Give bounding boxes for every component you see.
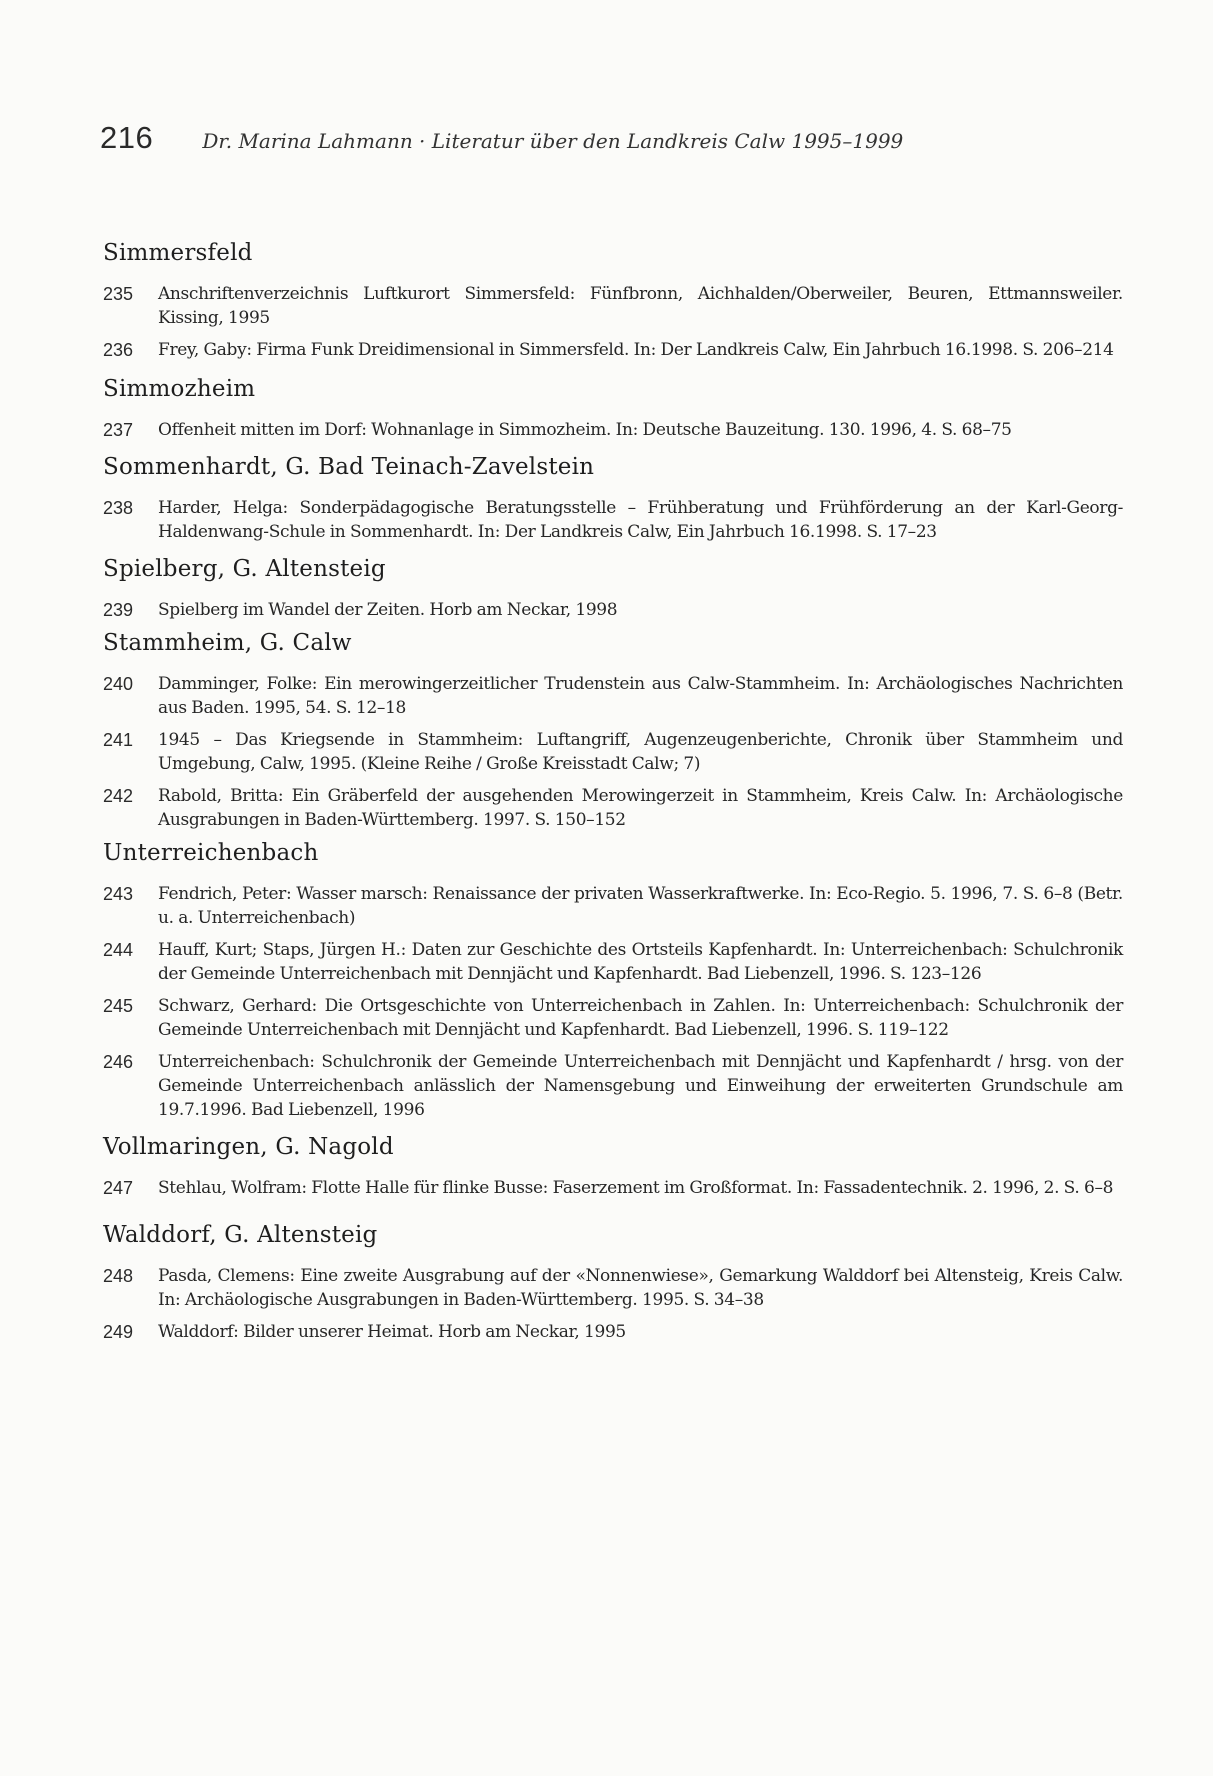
bibliography-entry: [103, 1176, 1123, 1200]
section-heading: Unterreichenbach: [103, 840, 319, 866]
bibliography-entry: [103, 784, 1123, 832]
section-heading: Simmersfeld: [103, 240, 253, 266]
entry-number: 249: [103, 1322, 134, 1342]
bibliography-entry: [103, 882, 1123, 930]
bibliography-entry: [103, 728, 1123, 776]
entry-number: 246: [103, 1052, 134, 1072]
entry-number: 244: [103, 940, 134, 960]
entry-text: Schwarz, Gerhard: Die Ortsgeschichte von Unterreichenbach in Zahlen. In: Unterreichenbach: Schulchronik der Gemeinde Unterreichenbach mit Dennjächt und Kapfenhardt. Bad Liebenzell, 1996. S. 119–122: [158, 996, 1123, 1040]
bibliography-entry: [103, 338, 1123, 362]
bibliography-entry: [103, 1320, 1123, 1344]
entry-number: 239: [103, 600, 134, 620]
section: [103, 1222, 1123, 1344]
entry-text: Stehlau, Wolfram: Flotte Halle für flinke Busse: Faserzement im Großformat. In: Fassadentechnik. 2. 1996, 2. S. 6–8: [158, 1178, 1114, 1198]
bibliography-list: [103, 240, 1123, 1352]
bibliography-entry: [103, 1264, 1123, 1312]
section-heading: Walddorf, G. Altensteig: [103, 1222, 378, 1248]
entry-number: 248: [103, 1266, 134, 1286]
section: [103, 840, 1123, 1122]
page-number: 216: [100, 120, 154, 155]
bibliography-entry: [103, 994, 1123, 1042]
section: [103, 240, 1123, 362]
section: [103, 376, 1123, 442]
entry-number: 242: [103, 786, 134, 806]
bibliography-entry: [103, 938, 1123, 986]
entry-text: Pasda, Clemens: Eine zweite Ausgrabung auf der «Nonnenwiese», Gemarkung Walddorf bei Altensteig, Kreis Calw. In: Archäologische Ausgrabungen in Baden-Württemberg. 1995. S. 34–38: [158, 1266, 1123, 1310]
bibliography-entry: [103, 282, 1123, 330]
section-heading: Sommenhardt, G. Bad Teinach-Zavelstein: [103, 454, 595, 480]
entry-text: Hauff, Kurt; Staps, Jürgen H.: Daten zur Geschichte des Ortsteils Kapfenhardt. In: Unterreichenbach: Schulchronik der Gemeinde Unterreichenbach mit Dennjächt und Kapfenhardt. Bad Liebenzell, 1996. S. 123–126: [158, 940, 1123, 984]
entry-number: 245: [103, 996, 134, 1016]
entry-text: Walddorf: Bilder unserer Heimat. Horb am Neckar, 1995: [158, 1322, 626, 1342]
entry-text: 1945 – Das Kriegsende in Stammheim: Luftangriff, Augenzeugenberichte, Chronik über Stammheim und Umgebung, Calw, 1995. (Kleine Reihe / Große Kreisstadt Calw; 7): [158, 730, 1123, 774]
entry-number: 237: [103, 420, 134, 440]
entry-number: 241: [103, 730, 134, 750]
entry-text: Damminger, Folke: Ein merowingerzeitlicher Trudenstein aus Calw-Stammheim. In: Archäologisches Nachrichten aus Baden. 1995, 54. S. 12–18: [158, 674, 1123, 718]
section: [103, 630, 1123, 832]
running-head: [100, 120, 1120, 160]
entry-number: 235: [103, 284, 134, 304]
entry-number: 240: [103, 674, 134, 694]
bibliography-entry: [103, 418, 1123, 442]
running-title: Dr. Marina Lahmann · Literatur über den Landkreis Calw 1995–1999: [202, 129, 904, 153]
entry-text: Anschriftenverzeichnis Luftkurort Simmersfeld: Fünfbronn, Aichhalden/Oberweiler, Beuren, Ettmannsweiler. Kissing, 1995: [158, 284, 1123, 328]
bibliography-entry: [103, 496, 1123, 544]
section-heading: Spielberg, G. Altensteig: [103, 556, 386, 582]
section: [103, 454, 1123, 544]
section: [103, 1134, 1123, 1200]
section-heading: Stammheim, G. Calw: [103, 630, 352, 656]
section-heading: Simmozheim: [103, 376, 256, 402]
entry-text: Fendrich, Peter: Wasser marsch: Renaissance der privaten Wasserkraftwerke. In: Eco-Regio. 5. 1996, 7. S. 6–8 (Betr. u. a. Unterreichenbach): [158, 884, 1123, 928]
entry-text: Offenheit mitten im Dorf: Wohnanlage in Simmozheim. In: Deutsche Bauzeitung. 130. 1996, 4. S. 68–75: [158, 420, 1012, 440]
entry-number: 243: [103, 884, 134, 904]
entry-text: Rabold, Britta: Ein Gräberfeld der ausgehenden Merowingerzeit in Stammheim, Kreis Calw. In: Archäologische Ausgrabungen in Baden-Württemberg. 1997. S. 150–152: [158, 786, 1123, 830]
entry-number: 247: [103, 1178, 134, 1198]
bibliography-entry: [103, 672, 1123, 720]
entry-number: 236: [103, 340, 134, 360]
bibliography-entry: [103, 1050, 1123, 1122]
entry-number: 238: [103, 498, 134, 518]
section: [103, 556, 1123, 622]
entry-text: Spielberg im Wandel der Zeiten. Horb am Neckar, 1998: [158, 600, 618, 620]
bibliography-entry: [103, 598, 1123, 622]
section-heading: Vollmaringen, G. Nagold: [103, 1134, 394, 1160]
entry-text: Unterreichenbach: Schulchronik der Gemeinde Unterreichenbach mit Dennjächt und Kapfenhardt / hrsg. von der Gemeinde Unterreichenbach anlässlich der Namensgebung und Einweihung der erweiterten Grundschule am 19.7.1996. Bad Liebenzell, 1996: [158, 1052, 1123, 1120]
entry-text: Frey, Gaby: Firma Funk Dreidimensional in Simmersfeld. In: Der Landkreis Calw, Ein Jahrbuch 16.1998. S. 206–214: [158, 340, 1114, 360]
entry-text: Harder, Helga: Sonderpädagogische Beratungsstelle – Frühberatung und Frühförderung an der Karl-Georg-Haldenwang-Schule in Sommenhardt. In: Der Landkreis Calw, Ein Jahrbuch 16.1998. S. 17–23: [158, 498, 1123, 542]
